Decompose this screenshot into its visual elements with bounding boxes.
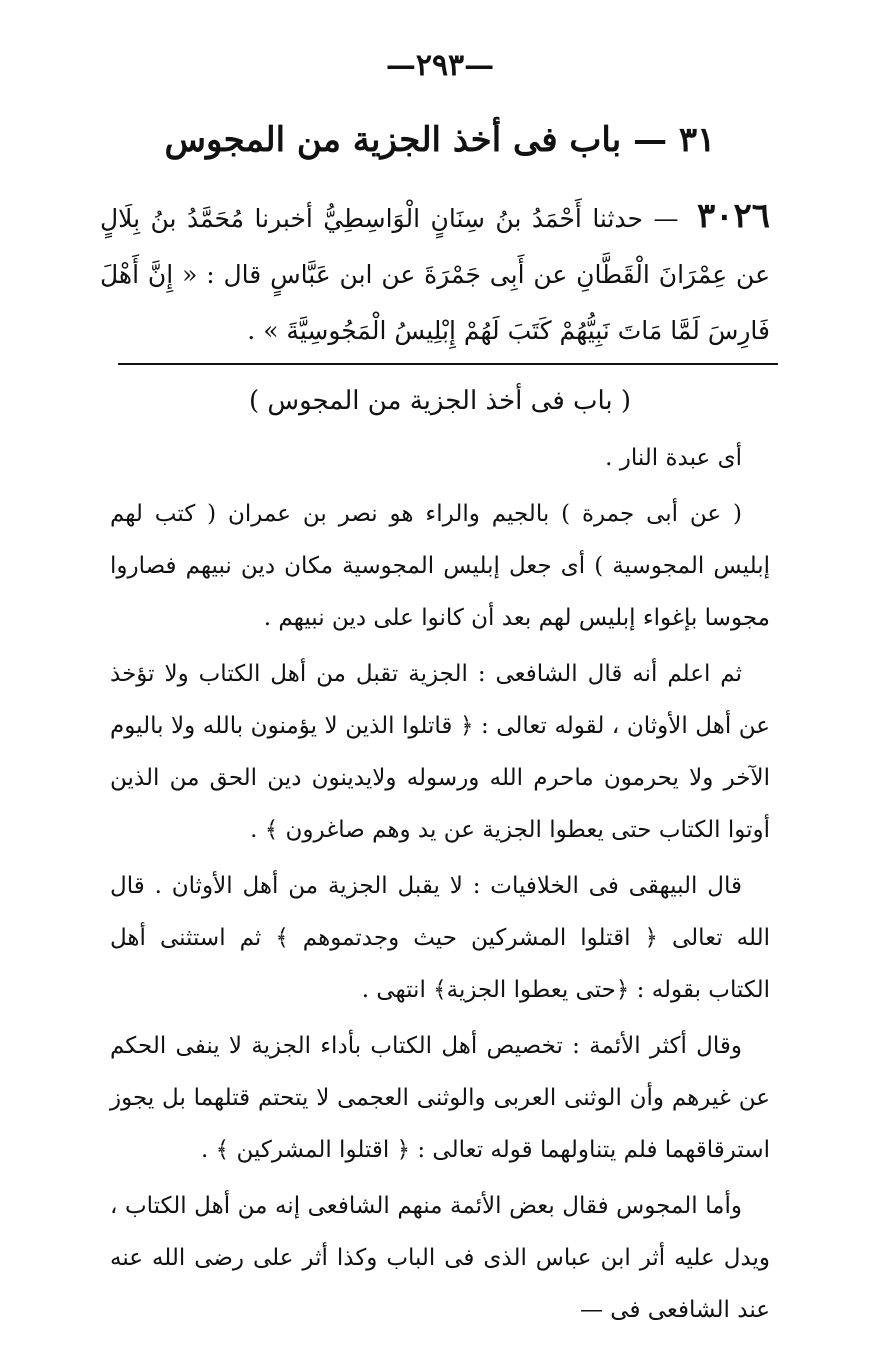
hadith-block (100, 188, 770, 359)
commentary-paragraph: وقال أكثر الأئمة : تخصيص أهل الكتاب بأداء الجزية لا ينفى الحكم عن غيرهم وأن الوثنى العربى والوثنى العجمى لا يتحتم قتلهما بل يجوز استرقاقهما فلم يتناولهما قوله تعالى : ﴿ اقتلوا المشركين ﴾ . (110, 1033, 770, 1163)
commentary-paragraph: قال البيهقى فى الخلافيات : لا يقبل الجزية من أهل الأوثان . قال الله تعالى ﴿ اقتلوا المشركين حيث وجدتموهم ﴾ ثم استثنى أهل الكتاب بقوله : ﴿حتى يعطوا الجزية﴾ انتهى . (110, 873, 770, 1003)
commentary-block (110, 432, 770, 1340)
hadith-text: — حدثنا أَحْمَدُ بنُ سِنَانٍ الْوَاسِطِيُّ أخبرنا مُحَمَّدُ بنُ بِلَالٍ عن عِمْرَانَ الْقَطَّانِ عن أَبِى جَمْرَةَ عن ابن عَبَّاسٍ قال : « إِنَّ أَهْلَ فَارِسَ لَمَّا مَاتَ نَبِيُّهُمْ كَتَبَ لَهُمْ إِبْلِيسُ الْمَجُوسِيَّةَ » . (100, 204, 770, 345)
commentary-paragraph: وأما المجوس فقال بعض الأئمة منهم الشافعى إنه من أهل الكتاب ، ويدل عليه أثر ابن عباس الذى فى الباب وكذا أثر على رضى الله عنه عند الشافعى فى — (110, 1193, 770, 1323)
commentary-paragraph: ( عن أبى جمرة ) بالجيم والراء هو نصر بن عمران ( كتب لهم إبليس المجوسية ) أى جعل إبليس المجوسية مكان دين نبيهم فصاروا مجوسا بإغواء إبليس لهم بعد أن كانوا على دين نبيهم . (110, 501, 770, 631)
commentary-paragraph: ثم اعلم أنه قال الشافعى : الجزية تقبل من أهل الكتاب ولا تؤخذ عن أهل الأوثان ، لقوله تعالى : ﴿ قاتلوا الذين لا يؤمنون بالله ولا باليوم الآخر ولا يحرمون ماحرم الله ورسوله ولايدينون دين الحق من الذين أوتوا الكتاب حتى يعطوا الجزية عن يد وهم صاغرون ﴾ . (110, 661, 770, 843)
commentary-paragraph: أى عبدة النار . (605, 445, 742, 471)
page-number: —٢٩٣— (385, 48, 495, 83)
hadith-number: ٣٠٢٦ (696, 196, 770, 236)
commentary-heading: ( باب فى أخذ الجزية من المجوس ) (248, 386, 632, 416)
section-divider (118, 363, 778, 365)
chapter-title: ٣١ — باب فى أخذ الجزية من المجوس (164, 120, 716, 160)
